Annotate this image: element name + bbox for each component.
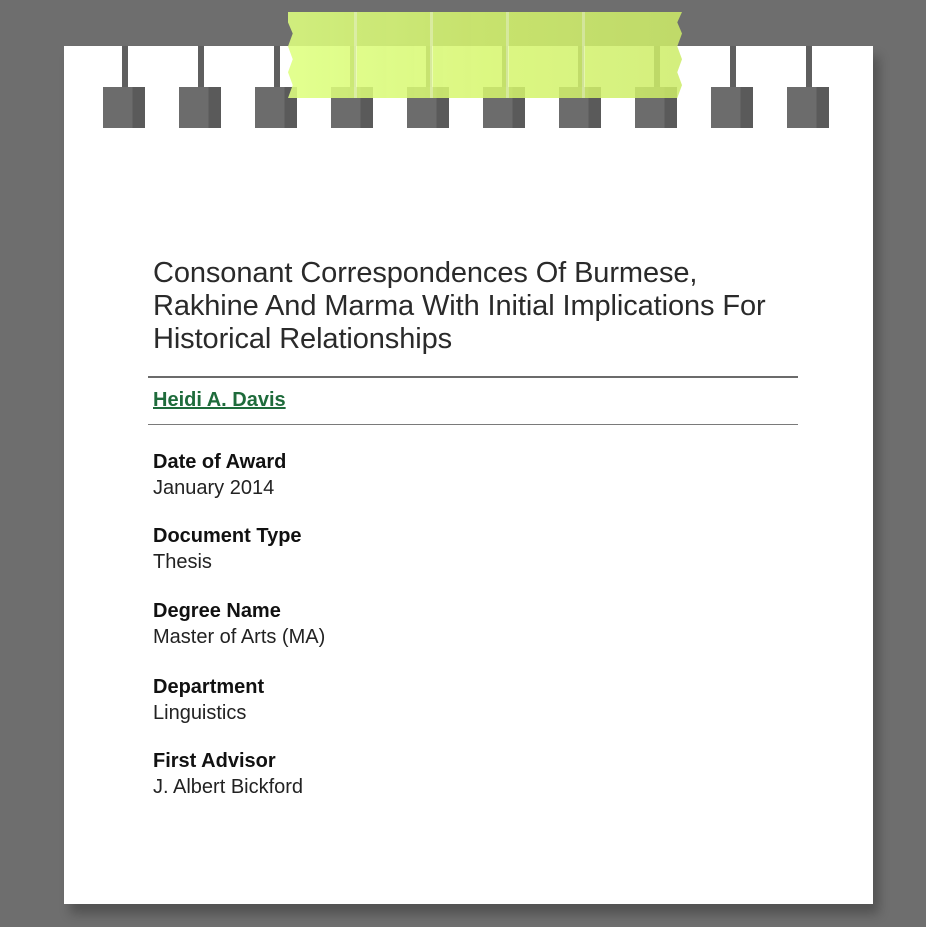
binding-post	[198, 46, 204, 90]
binding-post	[730, 46, 736, 90]
tape-highlight	[506, 12, 509, 98]
tape-strip	[288, 12, 682, 98]
field-value: January 2014	[153, 477, 275, 499]
field-department	[153, 674, 264, 726]
field-value: Linguistics	[153, 702, 247, 724]
divider	[148, 376, 798, 378]
tape-highlight	[582, 12, 585, 98]
field-value: Master of Arts (MA)	[153, 626, 326, 648]
field-label: Document Type	[153, 525, 302, 547]
binding-hole	[179, 87, 221, 128]
field-label: Department	[153, 676, 265, 698]
binding-post	[806, 46, 812, 90]
divider	[148, 424, 798, 425]
binding-post	[274, 46, 280, 90]
field-value: J. Albert Bickford	[153, 776, 304, 798]
field-degree-name	[153, 598, 325, 650]
tape-highlight	[430, 12, 433, 98]
author-link[interactable]: Heidi A. Davis	[153, 389, 286, 411]
document-title: Consonant Correspondences Of Burmese, Rakhine And Marma With Initial Implications For Historical Relationships	[153, 257, 766, 355]
binding-hole	[103, 87, 145, 128]
field-document-type	[153, 523, 302, 575]
field-label: Degree Name	[153, 600, 281, 622]
tape-highlight	[354, 12, 357, 98]
binding-hole	[711, 87, 753, 128]
binding-hole	[787, 87, 829, 128]
field-label: First Advisor	[153, 750, 276, 772]
field-date-of-award	[153, 449, 286, 501]
field-first-advisor	[153, 748, 303, 800]
binding-post	[122, 46, 128, 90]
field-value: Thesis	[153, 551, 212, 573]
field-label: Date of Award	[153, 451, 287, 473]
